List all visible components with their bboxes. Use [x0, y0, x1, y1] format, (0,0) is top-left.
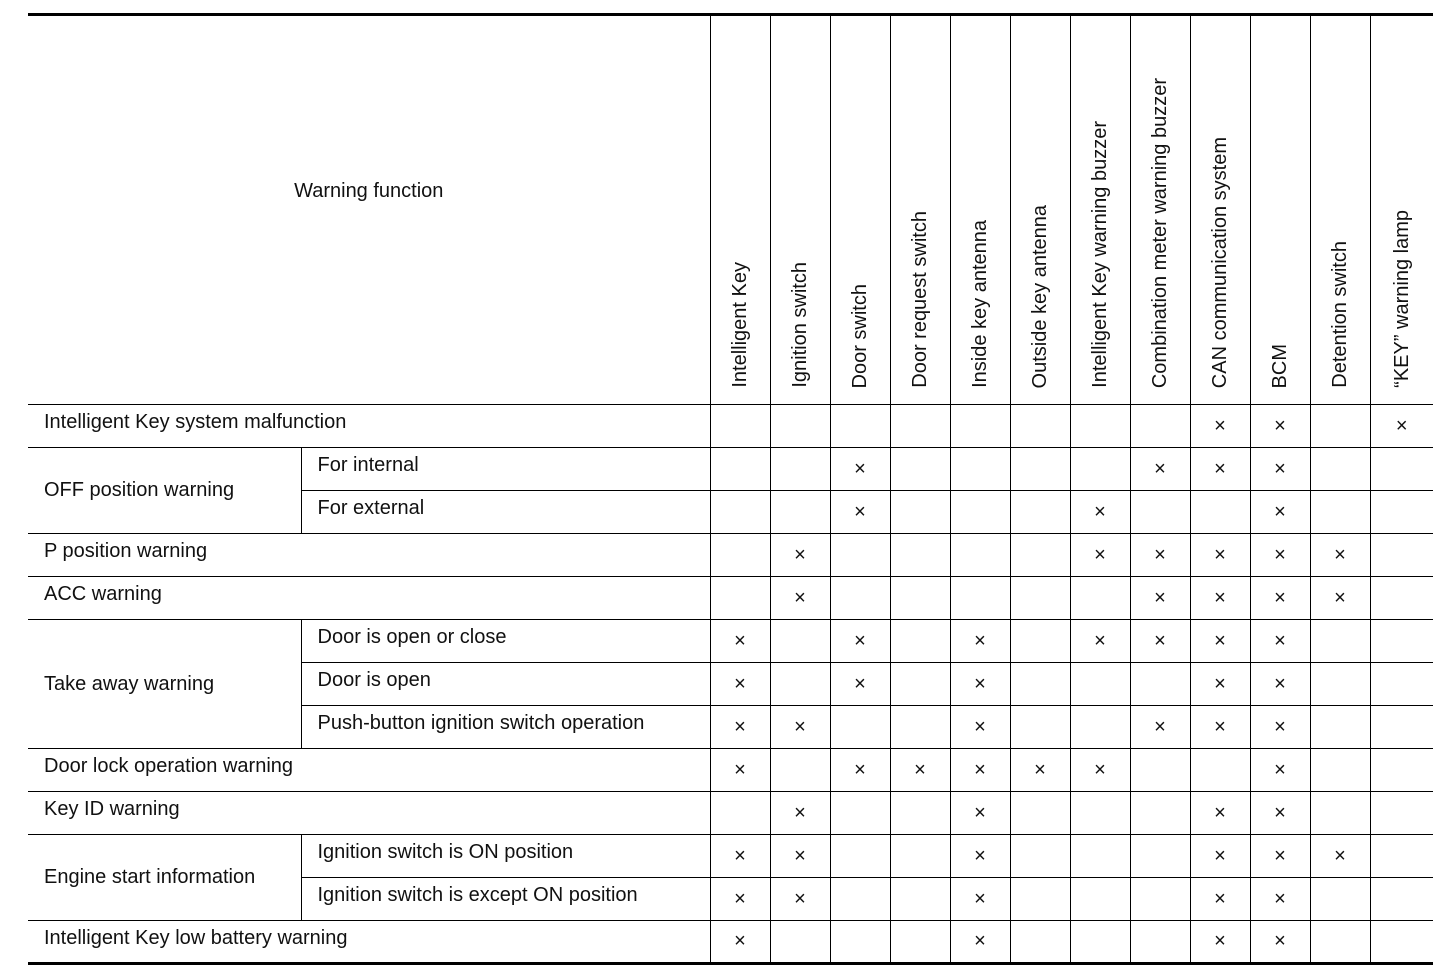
applies-mark: ×	[1310, 835, 1370, 878]
applies-mark: ×	[1250, 577, 1310, 620]
empty-cell	[1010, 835, 1070, 878]
warning-function-label: Intelligent Key low battery warning	[28, 921, 710, 964]
empty-cell	[1370, 835, 1433, 878]
empty-cell	[710, 491, 770, 534]
empty-cell	[1130, 835, 1190, 878]
empty-cell	[770, 663, 830, 706]
empty-cell	[1310, 620, 1370, 663]
empty-cell	[1010, 792, 1070, 835]
warning-function-table	[28, 13, 1433, 965]
empty-cell	[890, 405, 950, 448]
empty-cell	[1070, 448, 1130, 491]
applies-mark: ×	[950, 921, 1010, 964]
empty-cell	[1310, 491, 1370, 534]
applies-mark: ×	[950, 706, 1010, 749]
empty-cell	[1310, 921, 1370, 964]
empty-cell	[830, 405, 890, 448]
applies-mark: ×	[1250, 405, 1310, 448]
applies-mark: ×	[950, 835, 1010, 878]
empty-cell	[1010, 620, 1070, 663]
empty-cell	[770, 921, 830, 964]
column-header-label: Intelligent Key	[729, 262, 751, 388]
empty-cell	[1370, 663, 1433, 706]
applies-mark: ×	[1130, 534, 1190, 577]
applies-mark: ×	[950, 792, 1010, 835]
applies-mark: ×	[1190, 792, 1250, 835]
empty-cell	[890, 878, 950, 921]
column-header-label: Door request switch	[909, 211, 931, 388]
warning-condition-label: Door is open or close	[301, 620, 710, 663]
applies-mark: ×	[1130, 706, 1190, 749]
applies-mark: ×	[1130, 620, 1190, 663]
empty-cell	[770, 405, 830, 448]
column-header-label: Intelligent Key warning buzzer	[1089, 121, 1111, 388]
applies-mark: ×	[710, 921, 770, 964]
empty-cell	[1310, 663, 1370, 706]
applies-mark: ×	[1250, 448, 1310, 491]
empty-cell	[770, 749, 830, 792]
empty-cell	[710, 448, 770, 491]
applies-mark: ×	[1250, 792, 1310, 835]
empty-cell	[890, 491, 950, 534]
empty-cell	[830, 706, 890, 749]
empty-cell	[950, 405, 1010, 448]
warning-condition-label: For external	[301, 491, 710, 534]
empty-cell	[1010, 706, 1070, 749]
empty-cell	[1010, 663, 1070, 706]
empty-cell	[830, 921, 890, 964]
empty-cell	[830, 835, 890, 878]
applies-mark: ×	[1190, 706, 1250, 749]
applies-mark: ×	[770, 878, 830, 921]
applies-mark: ×	[710, 749, 770, 792]
empty-cell	[1130, 491, 1190, 534]
empty-cell	[710, 792, 770, 835]
empty-cell	[1070, 405, 1130, 448]
applies-mark: ×	[1250, 491, 1310, 534]
empty-cell	[1370, 792, 1433, 835]
column-header-label: Outside key antenna	[1029, 204, 1051, 388]
empty-cell	[950, 534, 1010, 577]
empty-cell	[1370, 620, 1433, 663]
warning-function-table-container	[28, 13, 1433, 963]
empty-cell	[1070, 878, 1130, 921]
applies-mark: ×	[770, 706, 830, 749]
empty-cell	[1070, 706, 1130, 749]
warning-group-label: OFF position warning	[28, 448, 301, 534]
applies-mark: ×	[1250, 921, 1310, 964]
column-header-label: Inside key antenna	[969, 220, 991, 388]
applies-mark: ×	[1070, 534, 1130, 577]
warning-function-label: Door lock operation warning	[28, 749, 710, 792]
column-header-intelligent-key-warning-buzzer	[1070, 15, 1130, 405]
column-header-bcm	[1250, 15, 1310, 405]
empty-cell	[1130, 663, 1190, 706]
warning-function-header: Warning function	[28, 15, 710, 405]
applies-mark: ×	[1070, 620, 1130, 663]
applies-mark: ×	[710, 878, 770, 921]
empty-cell	[1310, 792, 1370, 835]
empty-cell	[1370, 577, 1433, 620]
applies-mark: ×	[710, 663, 770, 706]
column-header-label: Door switch	[849, 283, 871, 388]
column-header-detention-switch	[1310, 15, 1370, 405]
empty-cell	[770, 620, 830, 663]
applies-mark: ×	[1190, 921, 1250, 964]
empty-cell	[890, 663, 950, 706]
applies-mark: ×	[830, 749, 890, 792]
empty-cell	[1370, 534, 1433, 577]
empty-cell	[890, 620, 950, 663]
applies-mark: ×	[1310, 577, 1370, 620]
applies-mark: ×	[1190, 620, 1250, 663]
applies-mark: ×	[830, 491, 890, 534]
applies-mark: ×	[1310, 534, 1370, 577]
empty-cell	[1070, 792, 1130, 835]
column-header-label: Combination meter warning buzzer	[1149, 77, 1171, 388]
column-header-combination-meter-warning-buzzer	[1130, 15, 1190, 405]
empty-cell	[1310, 405, 1370, 448]
empty-cell	[890, 534, 950, 577]
empty-cell	[770, 491, 830, 534]
applies-mark: ×	[1250, 878, 1310, 921]
warning-group-label: Take away warning	[28, 620, 301, 749]
empty-cell	[890, 448, 950, 491]
empty-cell	[890, 792, 950, 835]
empty-cell	[830, 792, 890, 835]
column-header-door-request-switch	[890, 15, 950, 405]
table-row	[28, 448, 1433, 491]
applies-mark: ×	[710, 620, 770, 663]
empty-cell	[1010, 577, 1070, 620]
empty-cell	[950, 491, 1010, 534]
empty-cell	[1310, 448, 1370, 491]
applies-mark: ×	[1250, 663, 1310, 706]
empty-cell	[1370, 448, 1433, 491]
applies-mark: ×	[890, 749, 950, 792]
applies-mark: ×	[1070, 491, 1130, 534]
applies-mark: ×	[1130, 448, 1190, 491]
empty-cell	[890, 706, 950, 749]
warning-condition-label: Door is open	[301, 663, 710, 706]
empty-cell	[950, 448, 1010, 491]
applies-mark: ×	[710, 835, 770, 878]
warning-function-label: Key ID warning	[28, 792, 710, 835]
applies-mark: ×	[1190, 577, 1250, 620]
table-row	[28, 792, 1433, 835]
table-row	[28, 534, 1433, 577]
empty-cell	[830, 577, 890, 620]
applies-mark: ×	[950, 663, 1010, 706]
applies-mark: ×	[1250, 706, 1310, 749]
column-header-label: CAN communication system	[1209, 136, 1231, 388]
empty-cell	[890, 835, 950, 878]
empty-cell	[1130, 878, 1190, 921]
applies-mark: ×	[770, 577, 830, 620]
warning-function-label: ACC warning	[28, 577, 710, 620]
table-row	[28, 749, 1433, 792]
column-header-label: Detention switch	[1329, 241, 1351, 388]
table-row	[28, 921, 1433, 964]
empty-cell	[1010, 921, 1070, 964]
empty-cell	[1370, 491, 1433, 534]
column-header-can-communication-system	[1190, 15, 1250, 405]
header-row	[28, 15, 1433, 405]
applies-mark: ×	[770, 534, 830, 577]
empty-cell	[710, 534, 770, 577]
empty-cell	[1070, 577, 1130, 620]
applies-mark: ×	[1130, 577, 1190, 620]
warning-condition-label: For internal	[301, 448, 710, 491]
empty-cell	[1010, 491, 1070, 534]
column-header-door-switch	[830, 15, 890, 405]
warning-function-label: Intelligent Key system malfunction	[28, 405, 710, 448]
empty-cell	[1310, 878, 1370, 921]
applies-mark: ×	[1070, 749, 1130, 792]
empty-cell	[1370, 706, 1433, 749]
applies-mark: ×	[830, 620, 890, 663]
column-header-label: Ignition switch	[789, 262, 811, 388]
empty-cell	[1070, 663, 1130, 706]
empty-cell	[1370, 878, 1433, 921]
empty-cell	[1190, 491, 1250, 534]
warning-group-label: Engine start information	[28, 835, 301, 921]
empty-cell	[1010, 878, 1070, 921]
applies-mark: ×	[950, 620, 1010, 663]
empty-cell	[1130, 749, 1190, 792]
empty-cell	[890, 921, 950, 964]
column-header-label: “KEY” warning lamp	[1390, 210, 1413, 388]
applies-mark: ×	[1190, 878, 1250, 921]
applies-mark: ×	[830, 448, 890, 491]
column-header-intelligent-key	[710, 15, 770, 405]
empty-cell	[710, 405, 770, 448]
empty-cell	[1130, 792, 1190, 835]
warning-condition-label: Ignition switch is ON position	[301, 835, 710, 878]
empty-cell	[1310, 749, 1370, 792]
empty-cell	[830, 534, 890, 577]
empty-cell	[1010, 448, 1070, 491]
empty-cell	[1130, 921, 1190, 964]
empty-cell	[1010, 405, 1070, 448]
applies-mark: ×	[770, 792, 830, 835]
applies-mark: ×	[1190, 448, 1250, 491]
applies-mark: ×	[1190, 534, 1250, 577]
applies-mark: ×	[1190, 663, 1250, 706]
empty-cell	[830, 878, 890, 921]
empty-cell	[1370, 749, 1433, 792]
applies-mark: ×	[950, 749, 1010, 792]
applies-mark: ×	[1250, 835, 1310, 878]
warning-condition-label: Ignition switch is except ON position	[301, 878, 710, 921]
table-row	[28, 835, 1433, 878]
applies-mark: ×	[710, 706, 770, 749]
table-row	[28, 577, 1433, 620]
empty-cell	[1370, 921, 1433, 964]
column-header-inside-key-antenna	[950, 15, 1010, 405]
empty-cell	[1070, 835, 1130, 878]
column-header-ignition-switch	[770, 15, 830, 405]
table-body	[28, 405, 1433, 964]
column-header-label: BCM	[1269, 343, 1291, 388]
applies-mark: ×	[1370, 405, 1433, 448]
applies-mark: ×	[950, 878, 1010, 921]
warning-function-label: P position warning	[28, 534, 710, 577]
applies-mark: ×	[1190, 835, 1250, 878]
empty-cell	[1190, 749, 1250, 792]
warning-condition-label: Push-button ignition switch operation	[301, 706, 710, 749]
empty-cell	[1010, 534, 1070, 577]
empty-cell	[1310, 706, 1370, 749]
empty-cell	[1130, 405, 1190, 448]
table-row	[28, 405, 1433, 448]
applies-mark: ×	[1250, 534, 1310, 577]
applies-mark: ×	[1250, 749, 1310, 792]
empty-cell	[890, 577, 950, 620]
empty-cell	[770, 448, 830, 491]
column-header-key-warning-lamp	[1370, 15, 1433, 405]
applies-mark: ×	[1010, 749, 1070, 792]
applies-mark: ×	[770, 835, 830, 878]
empty-cell	[1070, 921, 1130, 964]
applies-mark: ×	[1250, 620, 1310, 663]
applies-mark: ×	[830, 663, 890, 706]
applies-mark: ×	[1190, 405, 1250, 448]
column-header-outside-key-antenna	[1010, 15, 1070, 405]
empty-cell	[950, 577, 1010, 620]
empty-cell	[710, 577, 770, 620]
table-row	[28, 620, 1433, 663]
